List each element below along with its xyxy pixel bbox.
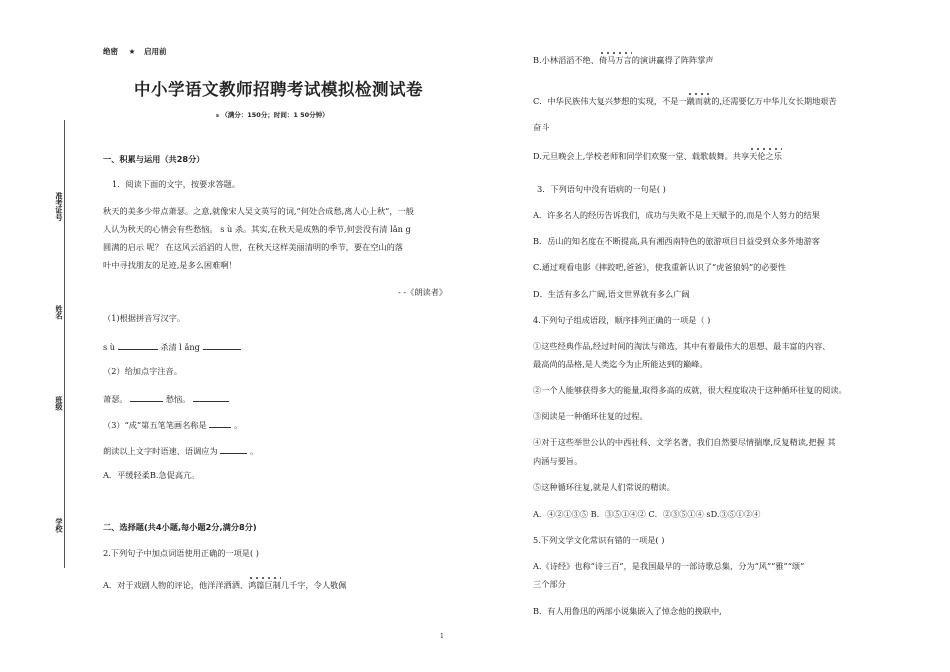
q4-options: A．④②①③⑤ B．③⑤①④② C．②③⑤①④ sD.③⑤①②④: [533, 509, 761, 519]
q1-part-2-blanks: [103, 392, 229, 405]
q3-option-d: D．生活有多么广阔,语文世界就有多么广阔: [533, 289, 690, 299]
q4-sentence-3: ③阅读是一种循环往复的过程。: [533, 411, 648, 421]
q4-sentence-4-cont: 内涵与要旨。: [533, 456, 583, 466]
q4-sentence-1-cont: 最高尚的品格,是人类迄今为止所能达到的巅峰。: [533, 359, 708, 369]
q1-part-4-text: 朗读以上文字时语速、语调应为: [103, 446, 218, 456]
confidential-mark: [103, 46, 166, 57]
answer-blank[interactable]: [209, 418, 231, 428]
q3-option-a: A．许多名人的经历告诉我们，成功与失败不是上天赋予的,而是个人努力的结果: [533, 210, 820, 220]
q1-part-3: [103, 418, 242, 431]
word-chounao: 愁恼。: [165, 394, 191, 404]
exam-subtitle: [216, 110, 329, 119]
binding-margin-line: [64, 120, 65, 568]
score-time-text: （满分：150分；时间：1 50分钟）: [221, 111, 329, 119]
passage-line: 圆满的启示 呢？ 在这风云滔滔的人世，在秋天这样美丽清明的季节，要在空山的落: [103, 242, 403, 252]
q1-part-1: （1)根据拼音写汉字。: [103, 313, 186, 323]
dotted-phrase: 天伦之乐: [749, 151, 782, 161]
binding-label-school: 学校: [55, 518, 64, 533]
answer-blank[interactable]: [130, 392, 163, 402]
passage-source: - -《朗读者》: [398, 287, 448, 297]
q3-option-b: B．岳山的知名度在不断提高,具有湘西南特色的旅游项目日益受到众多外地游客: [533, 236, 820, 246]
answer-blank[interactable]: [220, 444, 247, 454]
q1-part-2: （2）给加点字注音。: [103, 366, 182, 376]
q4-sentence-4: ④对于这些举世公认的中西社科、文学名著，我们自然要尽情揣摩,反复精读,把握 其: [533, 437, 836, 447]
q5-option-a: A.《诗经》也称“诗三百”，是我国最早的一部诗歌总集，分为“风”“雅”“颂”: [533, 561, 805, 571]
section-1-title: 一、积累与运用（共28分）: [103, 154, 205, 164]
q1-part-4: [103, 444, 258, 457]
q5-option-b: B．有人用鲁迅的两部小说集嵌入了悼念他的挽联中,: [533, 606, 722, 616]
option-text: 的演讲赢得了阵阵掌声: [631, 55, 714, 65]
binding-label-exam-number: 准考证号: [55, 192, 64, 221]
q1-intro: 1．阅读下面的文字，按要求答题。: [112, 179, 241, 189]
q2-stem: 2.下列句子中加点词语使用正确的一项是( ): [103, 548, 259, 558]
star-icon: ★: [128, 47, 136, 56]
q4-sentence-2: ②一个人能够获得多大的能量,取得多高的成就，很大程度取决于这种循环往复的阅读。: [533, 385, 847, 395]
option-text: B.小林滔滔不绝、: [533, 55, 599, 65]
option-text: D.元旦晚会上,学校老师和同学们欢聚一堂、载歌载舞。共享: [533, 151, 750, 161]
passage-line: 秋天的美多少带点萧瑟。之意,就像宋人吴文英写的词,“何处合成愁,离人心上秋”，一般: [103, 206, 414, 216]
q2-option-c-cont: 奋斗: [533, 122, 550, 132]
q4-stem: 4.下列句子组成语段，顺序排列正确的一项是（ ): [533, 315, 711, 325]
answer-blank[interactable]: [193, 392, 229, 402]
q1-part-4-options: A．平缓轻柔B.急促高亢。: [103, 470, 200, 480]
q2-option-b: [533, 55, 714, 66]
q3-option-c: C.通过观看电影《摔跤吧,爸爸》，使我重新认识了“虎爸狼妈”的必要性: [533, 262, 786, 272]
before-use-label: 启用前: [143, 47, 167, 56]
binding-label-class: 班级: [55, 396, 64, 411]
q3-stem: 3．下列语句中没有语病的一句是( ): [537, 184, 666, 194]
option-text: 的,还需要亿万中华儿女长期地艰苦: [711, 96, 837, 106]
passage-line: 叶中寻找朋友的足迹,是多么困难啊！: [103, 260, 237, 270]
subtitle-marker: s: [216, 113, 219, 119]
passage-line: 人认为秋天的心情会有些愁恼。 s ù 杀。其实,在秋天是成熟的季节,何尝没有清 lǎn g: [103, 224, 411, 234]
dotted-phrase: 蹴而就: [686, 96, 712, 106]
word-xiaose: 萧瑟。: [103, 394, 128, 404]
option-text: C．中华民族伟大复兴梦想的实现，不是一: [533, 96, 687, 106]
pinyin-lang: 杀清 l ǎng: [160, 342, 200, 352]
dotted-phrase: 倚马万言: [598, 55, 632, 65]
binding-label-name: 姓名: [55, 305, 64, 320]
q5-stem: 5.下列文学文化常识有错的一项是( ): [533, 535, 665, 545]
pinyin-su: s ù: [103, 342, 116, 352]
page-title: 中小学语文教师招聘考试模拟检测试卷: [134, 80, 423, 99]
q1-part-3-text: （3）“成”第五笔笔画名称是: [103, 420, 207, 430]
answer-blank[interactable]: [118, 340, 158, 350]
option-text: 几千字，令人敬佩: [280, 580, 347, 590]
option-text: A．对于戏剧人物的评论，他洋洋洒洒、: [103, 580, 249, 590]
q1-part-1-blanks: [103, 340, 241, 353]
period: 。: [233, 420, 243, 430]
section-2-title: 二、选择题(共4小题,每小题2分,满分8分): [103, 522, 257, 532]
dotted-phrase: 鸿篇巨制: [248, 580, 281, 590]
secret-label: 绝密: [103, 47, 118, 56]
page-number: 1: [440, 633, 444, 640]
q4-sentence-1: ①这些经典作品,经过时间的淘汰与筛选，其中有着最伟大的思想、最丰富的内容、: [533, 341, 831, 351]
answer-blank[interactable]: [203, 340, 241, 350]
q2-option-a: [103, 580, 346, 591]
q2-option-d: [533, 151, 782, 162]
period: 。: [249, 446, 259, 456]
q4-sentence-5: ⑤这种循环往复,就是人们常说的精读。: [533, 482, 675, 492]
q5-option-a-cont: 三个部分: [533, 579, 566, 589]
q2-option-c: [533, 96, 837, 107]
